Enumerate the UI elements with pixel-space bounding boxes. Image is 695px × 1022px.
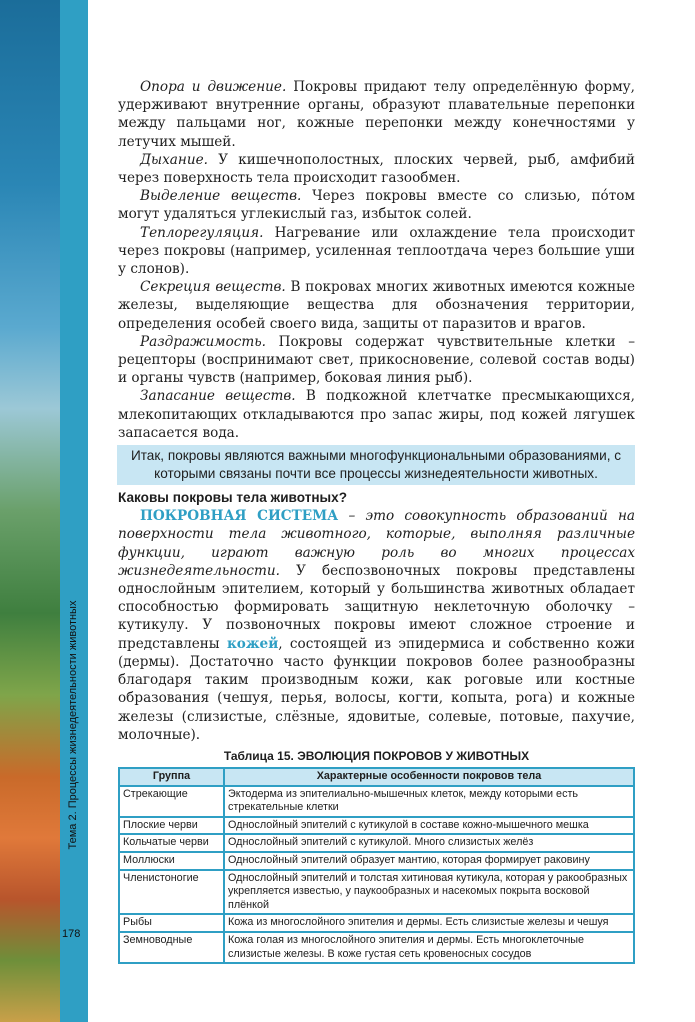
table-row — [119, 786, 634, 817]
cell-group: Членистоногие — [119, 870, 224, 915]
term-excretion: Выделение веществ. — [140, 188, 302, 205]
definition-paragraph: ПОКРОВНАЯ СИСТЕМА – это совокупность образований на поверхности тела животного, которые, выполняя различные функции, играют важную роль во многих процессах жизнедеятельности. У беспозвоночных покровы представлены однослойным эпителием, который у большинства животных обладает способностью формировать защитную неклеточную оболочку – кутикулу. У позвоночных покровы имеют сложное строение и представлены кожей, состоящей из эпидермиса и собственно кожи (дермы). Достаточно часто функции покровов более разнообразны благодаря таким производным кожи, как роговые или костные образования (чешуя, перья, волосы, когти, копыта, рога) и кожные железы (слизистые, слёзные, ядовитые, солевые, потовые, пахучие, молочные). — [118, 508, 636, 743]
cell-features: Однослойный эпителий образует мантию, которая формирует раковину — [224, 852, 634, 870]
cell-group: Моллюски — [119, 852, 224, 870]
evolution-table — [118, 767, 635, 964]
cell-features: Кожа голая из многослойного эпителия и дермы. Есть многоклеточные слизистые железы. В коже густая сеть кровеносных сосудов — [224, 932, 634, 963]
margin-color-bar — [60, 0, 88, 1022]
table-row — [119, 932, 634, 963]
paragraph-support: Опора и движение. Покровы придают телу определённую форму, удерживают внутренние органы, образуют плавательные перепонки между пальцами ног, кожные перепонки между конечностями у летучих мышей. — [118, 79, 635, 150]
cell-features: Однослойный эпителий и толстая хитиновая кутикула, которая у ракообразных укрепляется известью, у паукообразных и насекомых покрыта восковой плёнкой — [224, 870, 634, 915]
term-respiration: Дыхание. — [140, 151, 208, 168]
cell-group: Земноводные — [119, 932, 224, 963]
paragraph-respiration: Дыхание. У кишечнополостных, плоских червей, рыб, амфибий через поверхность тела происходит газообмен. — [118, 151, 635, 187]
definition-term: ПОКРОВНАЯ СИСТЕМА — [140, 508, 339, 525]
term-storage: Запасание веществ. — [140, 388, 296, 405]
header-group: Группа — [119, 768, 224, 786]
page-number: 178 — [62, 928, 81, 940]
margin-divider — [88, 0, 92, 1022]
term-support: Опора и движение. — [140, 79, 287, 95]
paragraph-storage: Запасание веществ. В подкожной клетчатке пресмыкающихся, млекопитающих откладываются про запас жиры, под кожей лягушек запасается вода. — [118, 388, 635, 441]
term-thermoregulation: Теплорегуляция. — [140, 224, 264, 241]
table-row — [119, 852, 634, 870]
term-secretion: Секреция веществ. — [140, 279, 286, 296]
paragraph-secretion: Секреция веществ. В покровах многих животных имеются кожные железы, выделяющие вещества для обозначения территории, определения особей своего вида, защиты от паразитов и врагов. — [118, 279, 636, 332]
cell-group: Кольчатые черви — [119, 834, 224, 852]
topic-label: Тема 2. Процессы жизнедеятельности животных — [67, 600, 79, 850]
cell-group: Стрекающие — [119, 786, 224, 817]
paragraph-irritability: Раздражимость. Покровы содержат чувствительные клетки – рецепторы (воспринимают свет, прикосновение, солевой состав воды) и органы чувств (например, боковая линия рыб). — [118, 333, 635, 387]
header-features: Характерные особенности покровов тела — [224, 768, 634, 786]
section-heading: Каковы покровы тела животных? — [118, 490, 348, 506]
paragraph-excretion: Выделение веществ. Через покровы вместе со слизью, пóтом могут удаляться углекислый газ, избыток солей. — [118, 188, 635, 223]
table-title: Таблица 15. ЭВОЛЮЦИЯ ПОКРОВОВ У ЖИВОТНЫХ — [223, 748, 530, 763]
page-content — [118, 78, 635, 964]
paragraph-thermoregulation: Теплорегуляция. Нагревание или охлаждение тела происходит через покровы (например, усиленная теплоотдача через большие уши у слонов). — [118, 224, 635, 278]
cell-features: Кожа из многослойного эпителия и дермы. Есть слизистые железы и чешуя — [224, 914, 634, 932]
decorative-photo-strip — [0, 0, 60, 1022]
table-header-row — [119, 768, 634, 786]
key-word: кожей — [226, 635, 279, 652]
cell-features: Однослойный эпителий с кутикулой. Много слизистых желёз — [224, 834, 634, 852]
body-text: У беспозвоночных покровы представлены однослойным эпителием, который у большинства животных обладает способностью формировать защитную неклеточную оболочку – кутикулу. У позвоночных покровы имеют сложное строение и представлены — [118, 562, 635, 652]
cell-group: Плоские черви — [119, 817, 224, 835]
definition-text: – это совокупность образований на поверхности тела животного, которые, выполняя различные функции, играют важную роль во многих процессах жизнедеятельности. — [118, 508, 636, 579]
cell-features: Однослойный эпителий с кутикулой в составе кожно-мышечного мешка — [224, 817, 634, 835]
summary-box: Итак, покровы являются важными многофункциональными образованиями, с которыми связаны почти все процессы жизнедеятельности животных. — [117, 445, 635, 485]
table-row — [119, 914, 634, 932]
table-row — [119, 817, 634, 835]
term-irritability: Раздражимость. — [140, 333, 266, 350]
cell-group: Рыбы — [119, 914, 224, 932]
table-row — [119, 870, 634, 915]
cell-features: Эктодерма из эпителиально-мышечных клеток, между которыми есть стрекательные клетки — [224, 786, 634, 817]
table-row — [119, 834, 634, 852]
